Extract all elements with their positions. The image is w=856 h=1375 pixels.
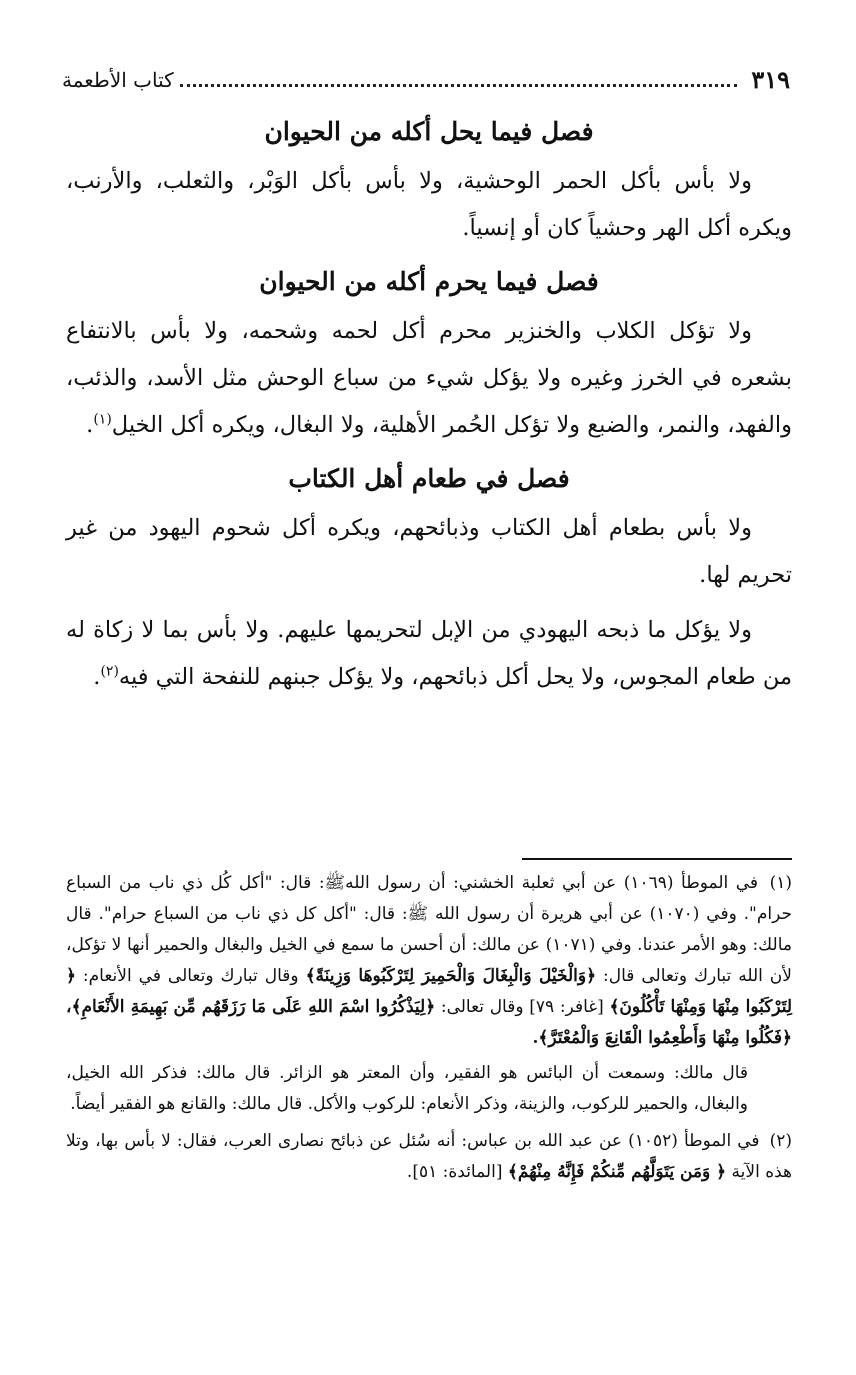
- footnote-text: وقال تبارك وتعالى في الأنعام:: [82, 966, 299, 986]
- footnote-divider: [522, 858, 792, 860]
- paragraph: ولا بأس بطعام أهل الكتاب وذبائحهم، ويكره أكل شحوم اليهود من غير تحريم لها.: [66, 515, 792, 588]
- section-heading: فصل في طعام أهل الكتاب: [288, 464, 570, 493]
- paragraph: ولا يؤكل ما ذبحه اليهودي من الإبل لتحريمها عليهم. ولا بأس بما لا زكاة له من طعام المجوس، ولا يحل أكل ذبائحهم، ولا يؤكل جبنهم للنفحة التي فيه$^{(٢)}$.: [66, 617, 792, 690]
- footnote-2: [66, 1126, 792, 1188]
- footnote-reference: (١): [93, 411, 112, 428]
- section-forbidden-animals: [66, 262, 792, 449]
- footnote-text: في الموطأ (١٠٥٢) عن عبد الله بن عباس: أنه سُئل عن ذبائح نصارى العرب، فقال: لا بأس بها، وتلا هذه الآية: [66, 1131, 792, 1182]
- footnote-number: (١): [769, 873, 792, 893]
- footnote-1-continuation: قال مالك: وسمعت أن البائس هو الفقير، وأن المعتر هو الزائر. قال مالك: فذكر الله الخيل، والبغال، والحمير للركوب، والزينة، وذكر الأنعام: للركوب والأكل. قال مالك: والقانع هو الفقير أيضاً.: [66, 1063, 748, 1114]
- paragraph-text: ولا تؤكل الكلاب والخنزير محرم أكل لحمه وشحمه، ولا بأس بالانتفاع بشعره في الخرز وغيره ولا يؤكل شيء من سباع الوحش مثل الأسد، والذئب، والفهد، والنمر، والضبع ولا تؤكل الحُمر الأهلية، ولا البغال، ويكره أكل الخيل: [66, 318, 792, 438]
- footnote-number: (٢): [769, 1131, 792, 1151]
- footnote-text: [غافر: ٧٩] وقال تعالى:: [440, 997, 604, 1017]
- quran-quote: ﴿وَالْخَيْلَ وَالْبِغَالَ وَالْحَمِيرَ لِتَرْكَبُوهَا وَزِينَةً﴾: [305, 966, 597, 986]
- footnote-1: [66, 868, 792, 1054]
- page-number: ٣١٩: [751, 65, 790, 94]
- quran-quote: ﴿ لِتَرْكَبُوا مِنْهَا وَمِنْهَا تَأْكُلُونَ﴾: [66, 966, 793, 1017]
- footnotes: [66, 868, 792, 1192]
- running-header: [62, 60, 790, 94]
- section-heading: فصل فيما يحل أكله من الحيوان: [264, 117, 594, 146]
- paragraph: ولا بأس بأكل الحمر الوحشية، ولا بأس بأكل الوَبْر، والثعلب، والأرنب، ويكره أكل الهر وحشياً كان أو إنسياً.: [66, 168, 792, 241]
- footnote-text: في الموطأ (١٠٦٩) عن أبي ثعلبة الخشني: أن رسول اللهﷺ: قال: "أكل كُل ذي ناب من السباع حرام". وفي (١٠٧٠) عن أبي هريرة أن رسول الله ﷺ: قال: "أكل كل ذي ناب من السباع حرام". قال مالك: وهو الأمر عندنا. وفي (١٠٧١) عن مالك: أن أحسن ما سمع في الخيل والبغال والحمير أنها لا تؤكل، لأن الله تبارك وتعالى قال:: [66, 873, 792, 986]
- main-text: [66, 112, 792, 709]
- paragraph-text: ولا يؤكل ما ذبحه اليهودي من الإبل لتحريمها عليهم. ولا بأس بما لا زكاة له من طعام المجوس، ولا يحل أكل ذبائحهم، ولا يؤكل جبنهم للنفحة التي فيه: [66, 617, 792, 690]
- footnote-reference: (٢): [100, 663, 119, 680]
- section-heading: فصل فيما يحرم أكله من الحيوان: [259, 267, 599, 296]
- quran-quote: ﴿ وَمَن يَتَوَلَّهُم مِّنكُمْ فَإِنَّهُ مِنْهُمْ﴾: [507, 1162, 727, 1182]
- footnote-text: [المائدة: ٥١].: [406, 1162, 503, 1182]
- book-title: كتاب الأطعمة: [62, 68, 174, 92]
- section-people-of-the-book-food: [66, 459, 792, 701]
- header-dotted-leader: [180, 83, 738, 87]
- quran-quote: ﴿لِيَذْكُرُوا اسْمَ اللهِ عَلَى مَا رَزَقَهُم مِّن بَهِيمَةِ الأَنْعَامِ﴾، ﴿فَكُلُوا مِنْهَا وَأَطْعِمُوا الْقَانِعَ وَالْمُعْتَرَّ﴾.: [66, 997, 792, 1048]
- section-permitted-animals: [66, 112, 792, 252]
- paragraph: ولا تؤكل الكلاب والخنزير محرم أكل لحمه وشحمه، ولا بأس بالانتفاع بشعره في الخرز وغيره ولا يؤكل شيء من سباع الوحش مثل الأسد، والذئب، والفهد، والنمر، والضبع ولا تؤكل الحُمر الأهلية، ولا البغال، ويكره أكل الخيل$^{(١)}$.: [66, 318, 792, 438]
